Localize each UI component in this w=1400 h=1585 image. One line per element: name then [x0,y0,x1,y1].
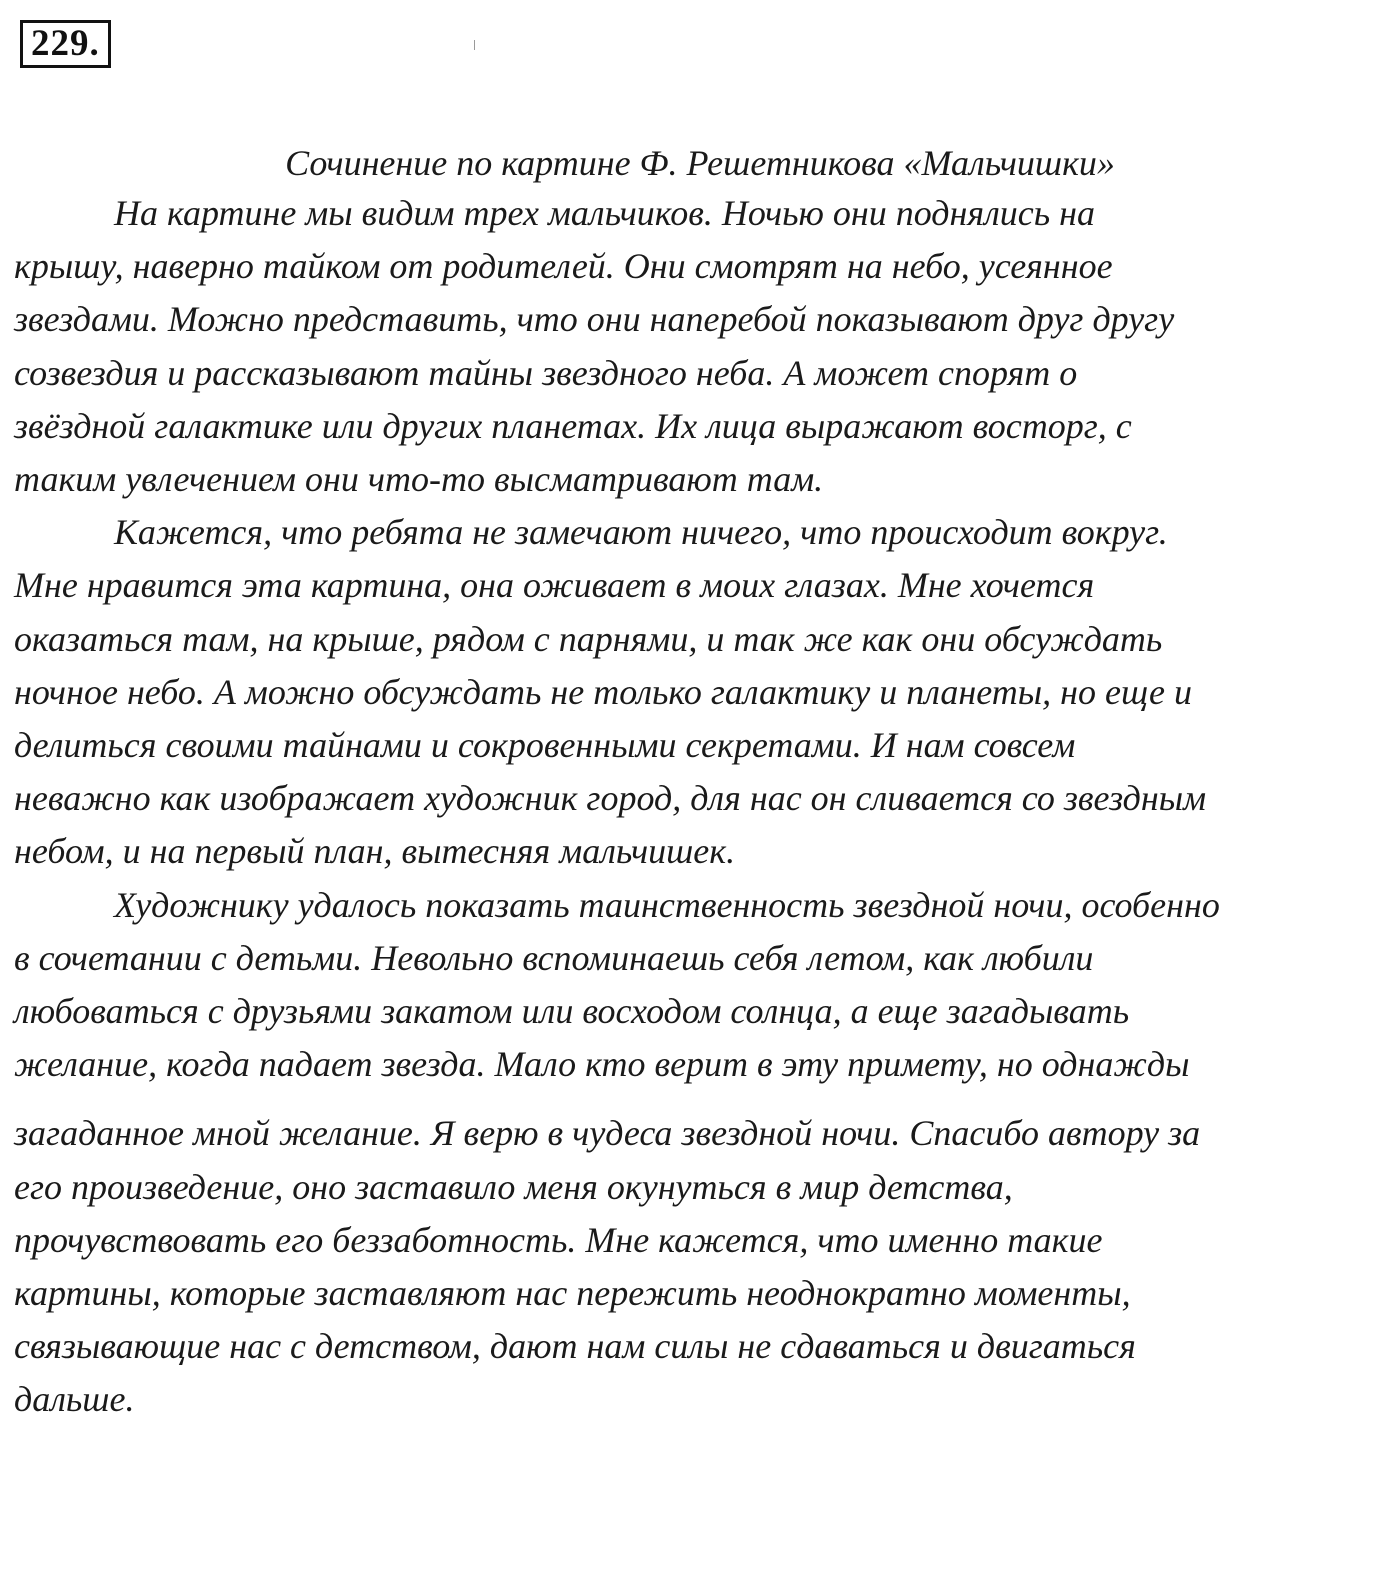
essay-line: неважно как изображает художник город, для нас он сливается со звездным [14,778,1207,819]
essay-line: желание, когда падает звезда. Мало кто верит в эту примету, но однажды [14,1044,1190,1085]
essay-line: созвездия и рассказывают тайны звездного неба. А может спорят о [14,352,1078,393]
essay-line: крышу, наверно тайком от родителей. Они смотрят на небо, усеянное [14,246,1113,287]
essay-line: Мне нравится эта картина, она оживает в моих глазах. Мне хочется [14,565,1095,606]
essay-line: звездами. Можно представить, что они наперебой показывают друг другу [14,299,1175,340]
essay-title: Сочинение по картине Ф. Решетникова «Мальчишки» [285,143,1115,183]
essay-line: связывающие нас с детством, дают нам силы не сдаваться и двигаться [14,1326,1136,1367]
essay-line: небом, и на первый план, вытесняя мальчишек. [14,831,736,872]
essay-line: загаданное мной желание. Я верю в чудеса звездной ночи. Спасибо автору за [14,1113,1201,1154]
essay-line: звёздной галактике или других планетах. Их лица выражают восторг, с [14,405,1132,446]
essay-line: его произведение, оно заставило меня окунуться в мир детства, [14,1166,1013,1207]
essay-line: Кажется, что ребята не замечают ничего, что происходит вокруг. [114,512,1168,553]
essay-line: любоваться с друзьями закатом или восходом солнца, а еще загадывать [14,991,1130,1032]
essay-line: На картине мы видим трех мальчиков. Ночью они поднялись на [114,193,1096,233]
essay-line: прочувствовать его беззаботность. Мне кажется, что именно такие [14,1219,1103,1260]
essay-line: дальше. [14,1379,135,1420]
essay-body [14,187,1386,1427]
essay-line: оказаться там, на крыше, рядом с парнями, и так же как они обсуждать [14,618,1163,659]
essay-line: картины, которые заставляют нас пережить неоднократно моменты, [14,1273,1131,1314]
essay-line: таким увлечением они что-то высматривают там. [14,459,824,500]
exercise-number: 229. [20,20,111,68]
essay-line: Художнику удалось показать таинственность звездной ночи, особенно [114,884,1220,925]
essay-line: в сочетании с детьми. Невольно вспоминаешь себя летом, как любили [14,937,1094,978]
essay-line: ночное небо. А можно обсуждать не только галактику и планеты, но еще и [14,671,1193,712]
essay-line: делиться своими тайнами и сокровенными секретами. И нам совсем [14,725,1076,766]
scan-mark [474,40,475,50]
